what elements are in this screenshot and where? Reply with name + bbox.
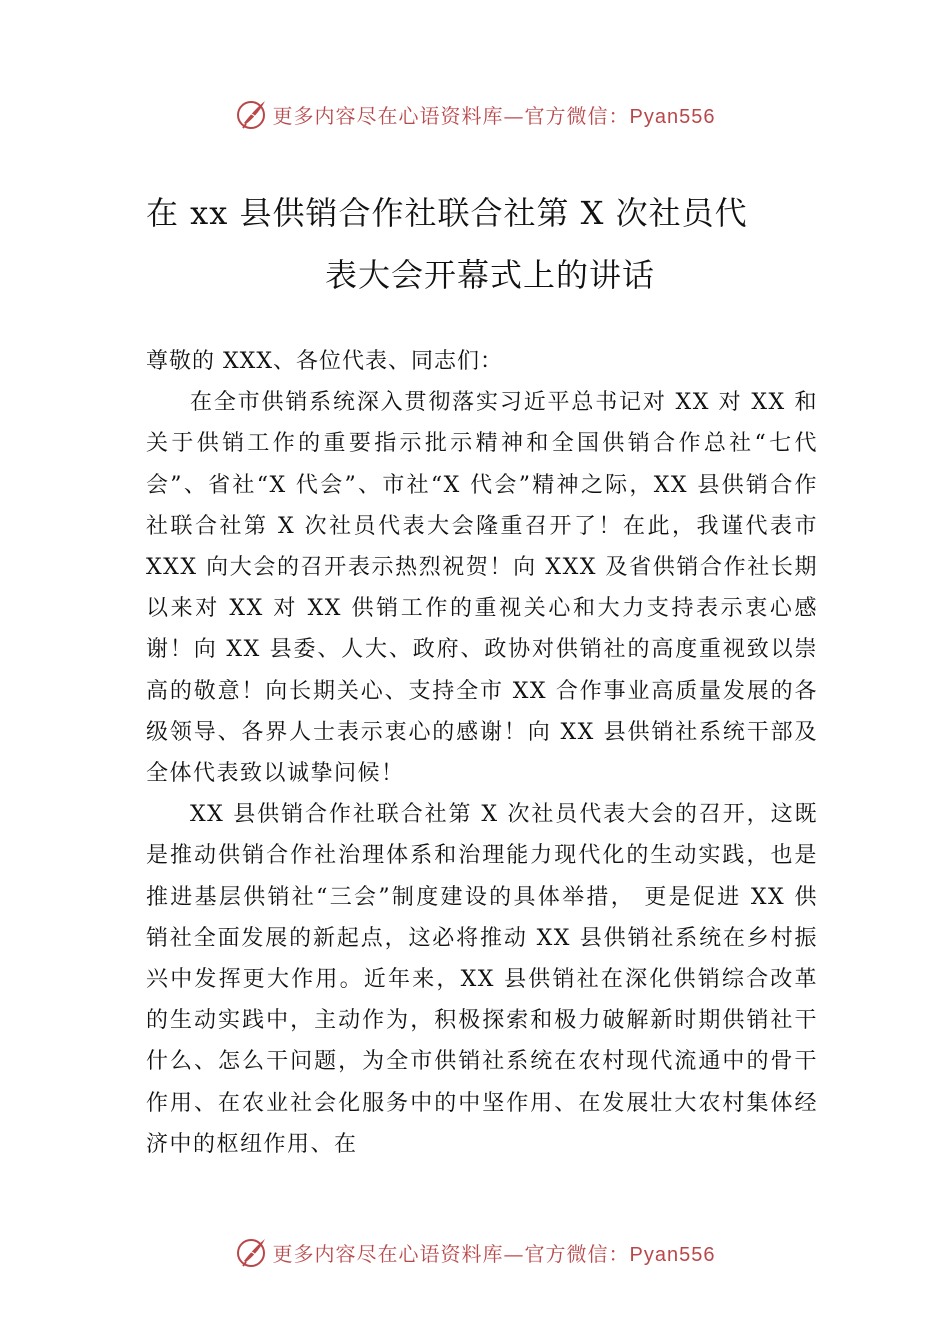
paragraph-2: XX 县供销合作社联合社第 X 次社员代表大会的召开，这既是推动供销合作社治理体系和治理能力现代化的生动实践，也是推进基层供销社“三会”制度建设的具体举措， 更是促进 XX 供销社全面发展的新起点，这必将推动 XX 县供销社系统在乡村振兴中发挥更大作用。近年来，XX 县供销社在深化供销综合改革的生动实践中，主动作为，积极探索和极力破解新时期供销社干什么、怎么干问题，为全市供销社系统在农村现代流通中的骨干作用、在农业社会化服务中的中坚作用、在发展壮大农村集体经济中的枢纽作用、在 (146, 802, 818, 1157)
document-body (146, 341, 818, 1165)
header-banner-text (273, 100, 716, 129)
header-banner (0, 94, 950, 134)
quill-pen-logo-icon (235, 1235, 269, 1269)
paragraph-1: 在全市供销系统深入贯彻落实习近平总书记对 XX 对 XX 和关于供销工作的重要指示批示精神和全国供销合作总社“七代会”、省社“X 代会”、市社“X 代会”精神之际，XX 县供销合作社联合社第 X 次社员代表大会隆重召开了！在此，我谨代表市 XXX 向大会的召开表示热烈祝贺！向 XXX 及省供销合作社长期以来对 XX 对 XX 供销工作的重视关心和大力支持表示衷心感谢！向 XX 县委、人大、政府、政协对供销社的高度重视致以崇高的敬意！向长期关心、支持全市 XX 合作事业高质量发展的各级领导、各界人士表示衷心的感谢！向 XX 县供销社系统干部及全体代表致以诚挚问候！ (146, 390, 819, 787)
header-wechat-id: Pyan556 (629, 105, 716, 128)
title-line-2: 表大会开幕式上的讲话 (324, 256, 655, 294)
footer-banner (0, 1232, 950, 1272)
salutation: 尊敬的 XXX、各位代表、同志们： (146, 349, 503, 374)
footer-banner-text-cn: 更多内容尽在心语资料库—官方微信： (272, 1241, 630, 1266)
document-title (146, 182, 818, 306)
quill-pen-logo-icon (235, 97, 269, 131)
title-line-1: 在 xx 县供销合作社联合社第 X 次社员代 (146, 194, 748, 232)
footer-banner-text (273, 1238, 716, 1267)
footer-wechat-id: Pyan556 (629, 1243, 716, 1266)
header-banner-text-cn: 更多内容尽在心语资料库—官方微信： (272, 103, 630, 128)
